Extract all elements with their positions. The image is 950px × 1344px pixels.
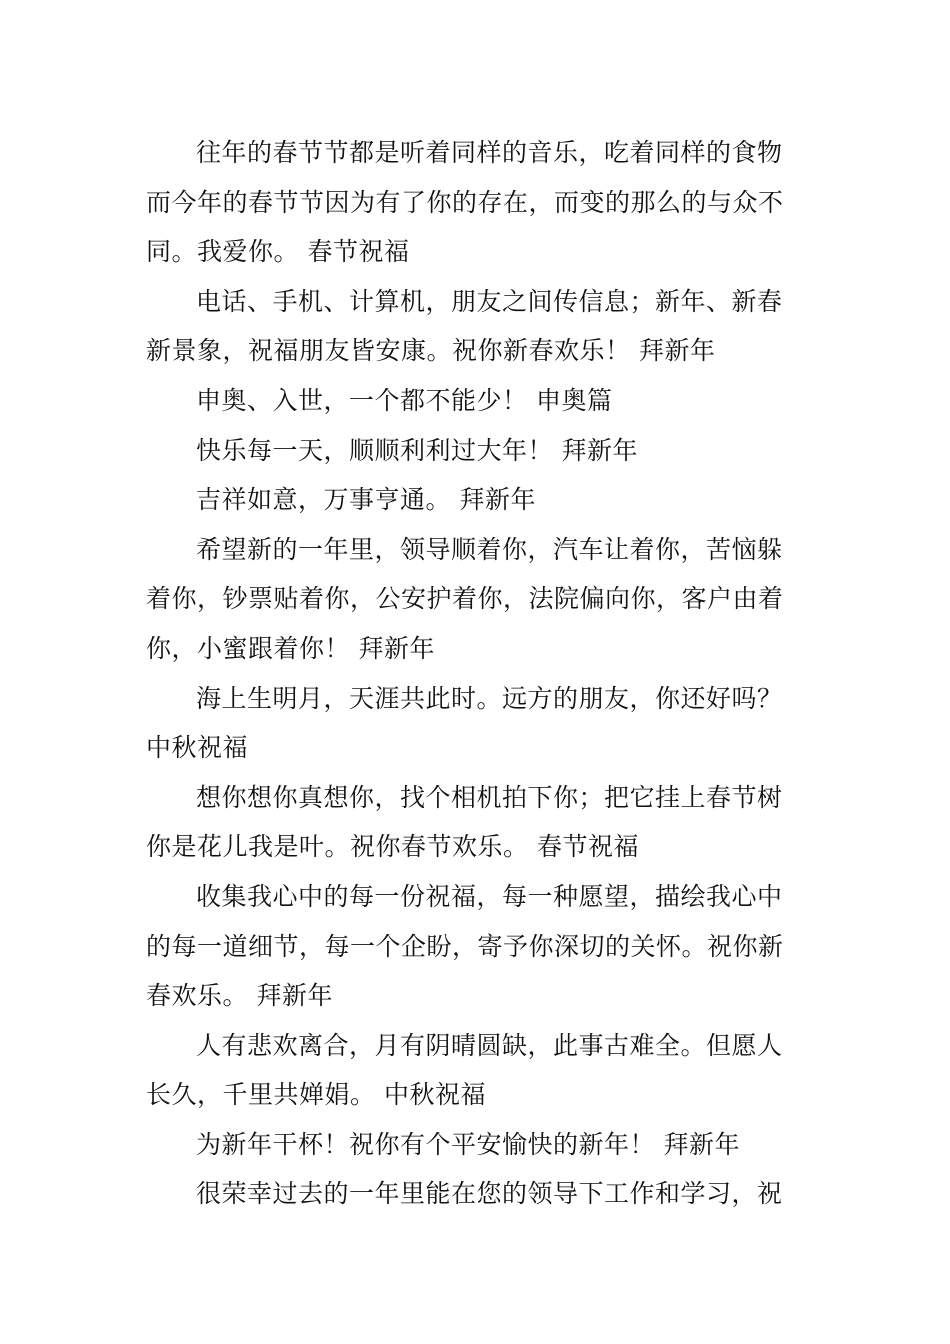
text-paragraph [146, 1169, 808, 1219]
text-line: 收集我心中的每一份祝福，每一种愿望，描绘我心中 [196, 881, 783, 911]
text-line: 往年的春节节都是听着同样的音乐，吃着同样的食物 [196, 138, 783, 167]
text-line: 很荣幸过去的一年里能在您的领导下工作和学习，祝 [196, 1179, 783, 1209]
text-line: 的每一道细节，每一个企盼，寄予你深切的关怀。祝你新 [146, 931, 784, 961]
text-paragraph [146, 128, 808, 277]
text-paragraph [146, 872, 808, 1021]
text-line: 同。我爱你。 春节祝福 [146, 237, 410, 267]
document-body [146, 128, 808, 1219]
text-line: 吉祥如意，万事亨通。 拜新年 [196, 485, 536, 515]
text-line: 希望新的一年里，领导顺着你，汽车让着你，苦恼躲 [196, 534, 783, 564]
text-line: 电话、手机、计算机，朋友之间传信息；新年、新春 [196, 286, 783, 316]
text-line: 你，小蜜跟着你！ 拜新年 [146, 633, 435, 663]
text-paragraph [146, 475, 808, 525]
text-line: 中秋祝福 [146, 733, 249, 763]
text-line: 着你，钞票贴着你，公安护着你，法院偏向你，客户由着 [146, 584, 784, 614]
text-line: 长久，千里共婵娟。 中秋祝福 [146, 1080, 486, 1110]
text-line: 你是花儿我是叶。祝你春节欢乐。 春节祝福 [146, 832, 639, 862]
text-line: 人有悲欢离合，月有阴晴圆缺，此事古难全。但愿人 [196, 1030, 783, 1060]
text-paragraph [146, 1021, 808, 1120]
text-line: 申奥、入世，一个都不能少！ 申奥篇 [196, 385, 613, 415]
text-paragraph [146, 525, 808, 674]
text-line: 想你想你真想你，找个相机拍下你；把它挂上春节树 [196, 782, 783, 812]
text-line: 为新年干杯！祝你有个平安愉快的新年！ 拜新年 [196, 1129, 740, 1159]
text-paragraph [146, 1120, 808, 1170]
text-paragraph [146, 426, 808, 476]
text-paragraph [146, 773, 808, 872]
text-line: 新景象，祝福朋友皆安康。祝你新春欢乐！ 拜新年 [146, 336, 716, 366]
text-paragraph [146, 674, 808, 773]
text-line: 而今年的春节节因为有了你的存在，而变的那么的与众不 [146, 187, 784, 217]
text-paragraph [146, 277, 808, 376]
text-line: 海上生明月，天涯共此时。远方的朋友，你还好吗？ [196, 683, 783, 713]
text-line: 快乐每一天，顺顺利利过大年！ 拜新年 [196, 435, 638, 465]
text-paragraph [146, 376, 808, 426]
text-line: 春欢乐。 拜新年 [146, 981, 333, 1011]
